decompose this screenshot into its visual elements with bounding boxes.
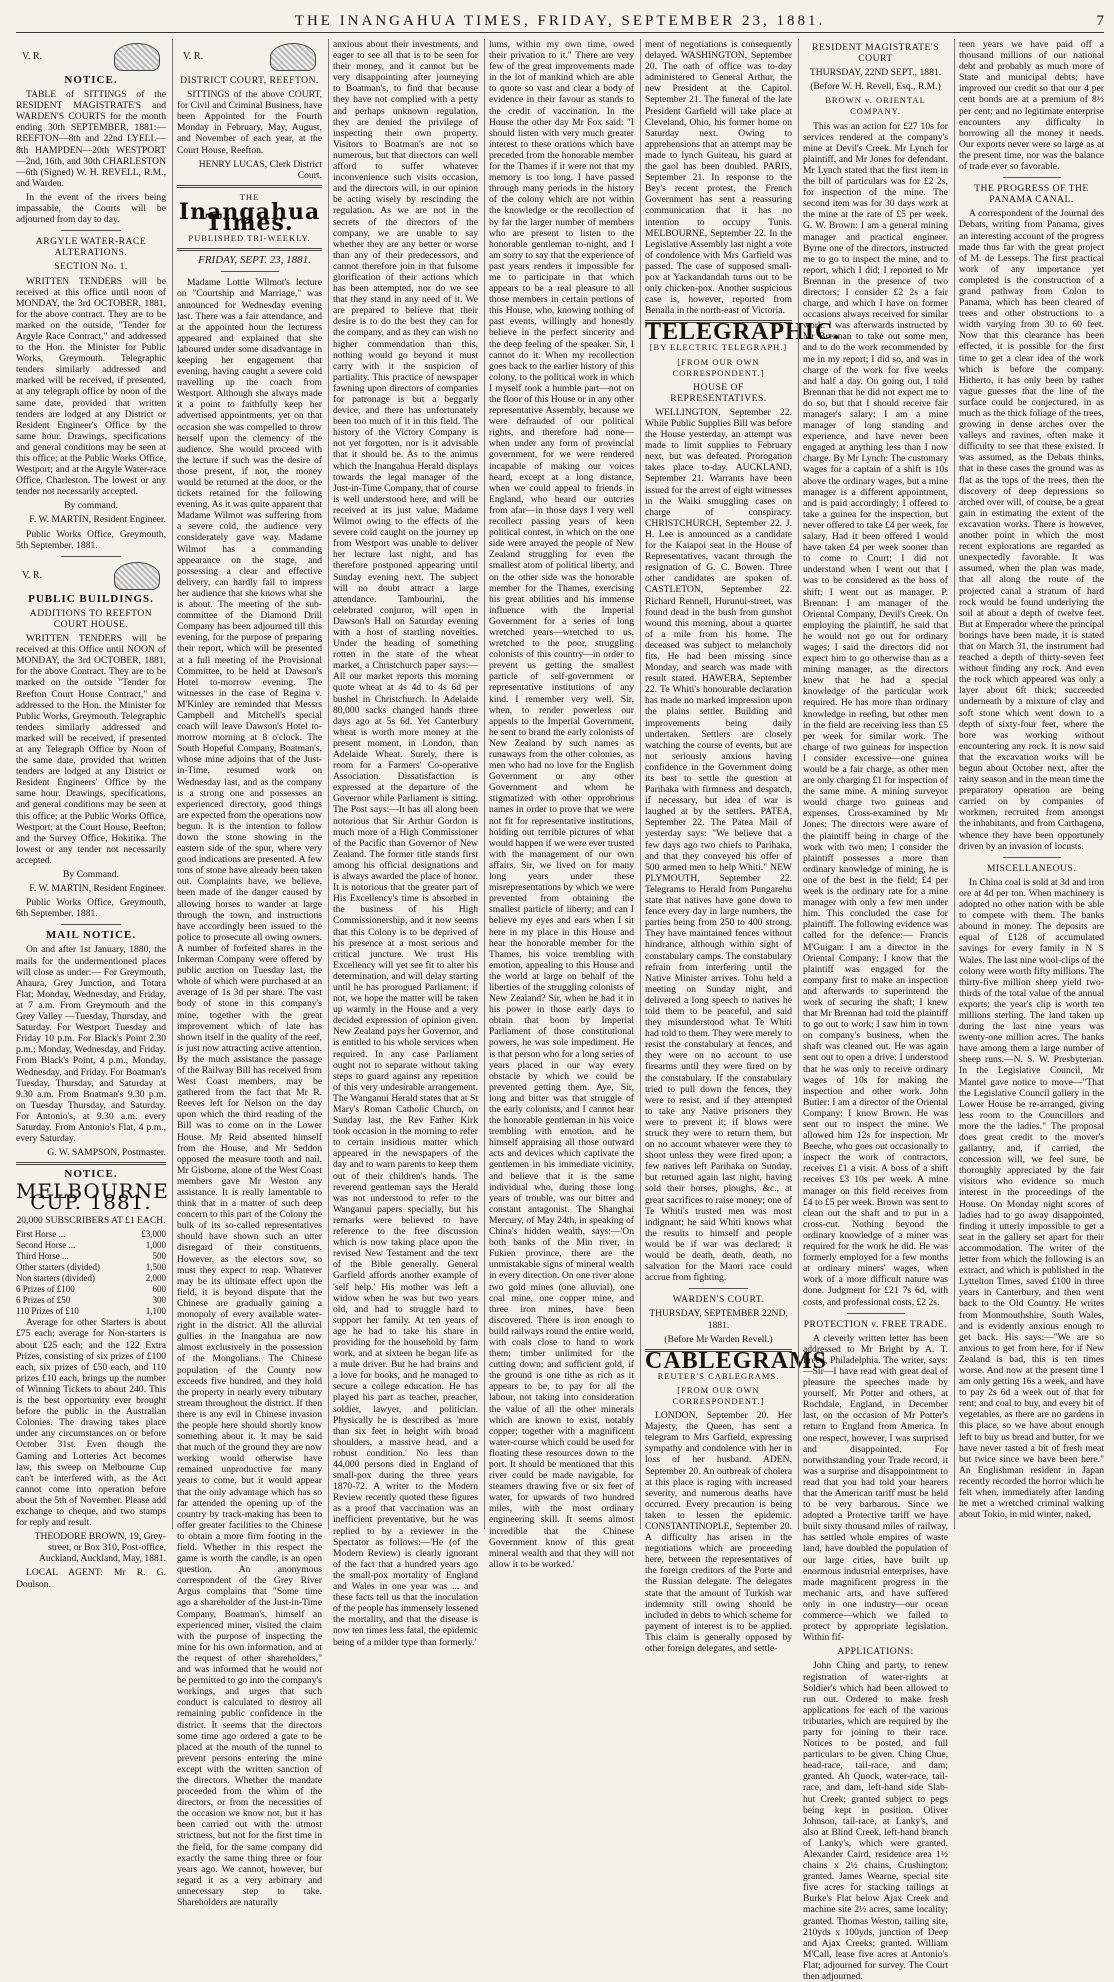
prize-label: Other starters (divided) bbox=[16, 1261, 100, 1272]
divider bbox=[221, 271, 279, 272]
vr-crest-block-2 bbox=[22, 562, 160, 590]
cablegrams-body: LONDON, September 20. Her Majesty, the Queen, has sent a telegram to Mrs Garfield, expressing sympathy and condolence with her in loss of her husband. ADEN, September 20. An outbreak of cholera at this place is raging with increased severity, and numerous deaths have occurred. Every precaution is being taken to lessen the epidemic. CONSTANTINOPLE, September 20. A difficulty has arisen in the negotiations which are proceeding here, between the representatives of the foreign creditors of the Porte and the Russian delegate. The delegates state that the amount of Turkish war indemnity still owing should be included in debts to which scheme for payment of interest is to be applied. This claim is generally opposed by other foreign delegates, and settle- bbox=[645, 1410, 792, 1655]
divider bbox=[177, 185, 322, 188]
sittings-notice: TABLE of SITTINGS of the RESIDENT MAGISTRATE'S and WARDEN'S COURTS for the month ending 30th SEPTEMBER, 1881:— REEFTON—8th and 22nd LYELL—8th HAMPDEN—20th WESTPORT—2nd, 16th, and 30th CHARLESTON—6th (Signed) W. H. REVELL, R.M., and Warden. bbox=[16, 89, 166, 189]
reuters-heading: REUTER'S CABLEGRAMS. bbox=[657, 1370, 780, 1381]
column-1 bbox=[16, 39, 169, 1590]
prize-value: 500 bbox=[152, 1250, 166, 1261]
divider bbox=[16, 1162, 166, 1165]
notice2-heading: NOTICE. bbox=[64, 1168, 118, 1181]
prize-value: 1,100 bbox=[145, 1306, 166, 1317]
divider bbox=[1003, 177, 1061, 178]
column-3 bbox=[328, 39, 478, 1648]
divider bbox=[689, 1288, 748, 1289]
prize-value: £3,000 bbox=[141, 1228, 166, 1239]
additions-command: By Command. bbox=[63, 869, 119, 880]
vr-crest-block bbox=[22, 43, 160, 71]
columns bbox=[16, 39, 1104, 1982]
cup-details: Average for other Starters is about £75 each; average for Non-starters is about £25 each; and the 122 Extra Prizes, consisting of six prizes of £100 each, six prizes of £50 each, and 110 prizes £10 each, brings up the number of Winning Tickets to about 240. This is the best opportunity ever brought before the public in the Australian Colonies. The drawing takes place under any circumstances on or before October 31st. Even though the Gaming and Lotteries Act becomes law, this sweep on Melbourne Cup can't be interfered with, as the Act cannot come into operation before about the 5th of November. Please add exchange to cheque, and two stamps for reply and result. bbox=[16, 1317, 166, 1529]
panama-heading: THE PROGRESS OF THE PANAMA CANAL. bbox=[974, 183, 1089, 206]
prize-row bbox=[16, 1251, 166, 1262]
page-number: 7 bbox=[1096, 13, 1104, 29]
applications-body: John Ching and party, to renew registration of water-rights at Soldier's which had been allowed to run out. Ordered to make fresh applications for each of the various tributaries, which are required by the party for joining to their race. Notices to be posted, and full particulars to be given. Ching Chue, head-race, tail-race, and dam; granted. Ah Quock, water-race, tail-race, and dam, left-hand side Slab-hut Creek; granted subject to pegs being kept in position. Oliver Johnson, tail-race, at Lanky's, and also at Blind Creek, left-hand branch of Lanky's, which were granted. Alexander Caird, residence area 1½ chains x 2½ chains, Crushington; granted. James Wearne, special site five acres for stacking tailings at Burke's Flat below Ajax Creek and machine site 2½ acres, same locality; granted. Thomas Weston, tailing site, 210yds x 100yds, junction of Deep and Ajax Creeks; granted. William M'Call, lease five acres at Antonio's Flat; adjourned for survey. The Court then adjourned. bbox=[803, 1660, 948, 1982]
rm-court-case: BROWN v. ORIENTAL COMPANY. bbox=[825, 95, 926, 117]
additions-heading: ADDITIONS TO REEFTON COURT HOUSE. bbox=[29, 607, 153, 630]
divider bbox=[1003, 857, 1061, 858]
column-6 bbox=[798, 39, 948, 1982]
house-heading: HOUSE OF REPRESENTATIVES. bbox=[670, 381, 767, 404]
argyle-heading: ARGYLE WATER-RACE ALTERATIONS. bbox=[35, 236, 147, 259]
mail-signature: G. W. SAMPSON, Postmaster. bbox=[47, 1147, 166, 1159]
cup-signature: THEODORE BROWN, 19, Grey-street, or Box 310, Post-office, Auckland, Auckland, May, 1881. bbox=[34, 1531, 166, 1565]
melbourne-cup-heading: MELBOURNE CUP. 1881. bbox=[16, 1179, 169, 1215]
argyle-signature: F. W. MARTIN, Resident Engineer. bbox=[29, 514, 166, 526]
miscellaneous-body: In China coal is sold at 3d and iron ore at 4d per ton. When machinery is adopted no other nation with be able to compete with them. The banks abound in money. The deposits are equal of £128 of accumulated savings for every family in N S Wales. The last nine wool-clips of the colony were worth fifty millions. The thirty-five million sheep yield two-thirds of the total value of the annual exports; the year's clip is worth ten millions sterling. The land taken up during the last nine years was twenty-one million acres. The banks have among them a large number of sheep runs.—N. S. W. Presbyterian. In the Legislative Council, Mr Mantel gave notice to move—"That the Legislative Council gallery in the Lower House be re-arranged, giving less room to the Councillors and more the the ladies." The proposal does great credit to the mover's gallantry, and, if carried, the concession will, we feel sure, be thoroughly appreciated by the fair visitors who evidence so much interest in the proceedings of the House. On Monday night scores of ladies had to go away disappointed, finding it utterly impossible to get a seat in the gallery set apart for their accommodation. The writer of the letter from which the following is an extract, and which is published in the Lyttelton Times, saved £100 in three years in Canterbury, and then went back to the Old Country. He writes from Monmouthshire, South Wales, and is evidently anxious enough to get back. His says:—"We are so anxious to get from here, for if New Zealand is bad, this is ten times worse. And now at the present time I am only getting 16s a week, and have to pay 2s 6d a week out of that for rent; and coal to buy, and every bit of vegetables, as there are no gardens in this place, so we have about enough left to buy us bread and butter, for we have never tasted a bit of fresh meat but twice since we have been here." An Englishman resident in Japan recently recorded the horror which he felt when, immediately after landing he met a wretched criminal walking about Tokio, in mid winter, naked, bbox=[959, 876, 1104, 1521]
vr-label: V. R. bbox=[22, 570, 43, 582]
prize-value: 2,000 bbox=[145, 1273, 166, 1283]
prize-value: 600 bbox=[152, 1284, 166, 1295]
prize-row bbox=[16, 1306, 166, 1317]
mail-notice-text: On and after 1st January, 1880, the mails for the undermentioned places will close as under:— For Greymouth, Ahaura, Grey Junction, and Totara Flat; Monday, Wednesday, and Friday, at 7 a.m. From Greymouth and the Grey Valley —Tuesday, Thursday, and Saturday. For Westport Tuesday and Friday 10 p.m. For Black's Point 2.30 p.m.; Monday, Wednesday, and Friday. From Black's Point, 4 p.m., Monday, Wednesday, and Friday. For Boatman's Tuesday, Thursday, and Saturday at 9.30 a.m. From Boatman's 9.30 p.m. on Tuesday Thursday, and Saturday. For Antonio's, at 9.30 a.m. every Saturday. From Antonio's Flat, 4 p.m., every Saturday. bbox=[16, 944, 166, 1145]
district-court-heading: DISTRICT COURT, REEFTON. bbox=[180, 75, 319, 86]
additions-signature: F. W. MARTIN, Resident Engineer. bbox=[29, 883, 166, 895]
cablegrams-heading: CABLEGRAMS bbox=[645, 1347, 828, 1374]
prize-label: 110 Prizes of £10 bbox=[16, 1306, 79, 1317]
prize-label: Third Horse ... bbox=[16, 1250, 69, 1261]
prize-label: Non starters (divided) bbox=[16, 1273, 95, 1283]
local-agent: LOCAL AGENT: Mr R. G. Doulson. bbox=[16, 1567, 166, 1590]
divider bbox=[847, 1313, 905, 1314]
divider bbox=[61, 556, 121, 557]
news-continued: lums, within my own time, owed their privation to it." There are very few of the great improvements made in the lot of mankind which are able to quote so vast and clear a body of evidence in their favour as stands to the credit of vaccination. In the House the other day Mr Fox said: "I should listen with very much greater interest to these orations which have preceded from the honorable member for the Thames if it were not that my memory is too long. I have passed through many periods in the history of the colony which are not within the knowledge or the recollection of by far the larger number of members who are present to listen to the honorable gentleman to-night, and I am sorry to say that the experience of past years renders it impossible for me to participate in that which appears to be a real pleasure to all those members in certain portions of this House, who, knowing nothing of past events, willingly and honestly believe in the perfect sincerity and the deep feeling of the speaker. Sir, I cannot do it. When my recollection goes back to the earlier history of this colony, to the political work in which I myself took a humble part—not on the floor of this House or in any other representative Assembly, because we were defrauded of our political rights, and therefore had none—when under any form of provincial government, for we were rendered incapable of making our voices heard, except at a long distance, when we could appeal to friends in England, who heard our outcries from afar—in those days I very well recollect passing years of keen political contest, in which on the one side were arrayed the people of New Zealand struggling for even the smallest atom of political liberty, and on the other side was the honorable member for the Thames, exercising his great abilities and his immense influence with the Imperial Government for a series of long wretched years—wretched to us, wretched to the poor, struggling colonists of this country—in order to prevent us getting the smallest particle of self-government or representative institutions of any kind. I remember very well, Sir, when, to render powerless our appeals to the Imperial Government, he sent to brand the early colonists of New Zealand by such names as runaways from the other colonies, as men who had no love for the English Government or any other Government and whom he stigmatized with other opprobrious names in order to prove that we were not fit for representative institutions, holding out terrible pictures of what would happen if we were ever trusted with the management of our own affairs. Sir, we lived on for many long years under these misrepresentations by which we were prevented from obtaining the smallest particle of liberty; and can I believe my eyes and ears when I sit here in my place in this House and hear the honorable member for the Thames, his voice trembling with emotion, appealing to this House and the world at large on behalf of the liberties of the struggling colonists of New Zealand? Sir, when he had it in his power in those early days to obtain that boon by Imperial Parliament of those constitutional powers, he was sole impediment. He is that person who for a long series of years placed in our way every obstacle by which we could be prevented getting them. Aye, Sir, long and bitter was that struggle of the early colonists, and I cannot hear the honorable gentleman in his voice trembling with emotion, and he himself appraising all those outward acts and devices which captivate the gentlemen in his immediate vicinity, and believe that it is the same individual who, during those long years of trouble, was our bitter and constant antagonist. The Shanghai Mercury, of May 24th, in speaking of China's hidden wealth, says:—'On both banks of the Min river, in Fukien province, there are the unmistakable signs of mineral wealth in every direction. On one river alone two gold mines (one alluvial), one coal mine, one copper mine, and three iron mines, have been discovered. There is iron enough to build railways round the entire world, with coals close to hand to work them; timber unlimited for the cutting down; and sufficient gold, if the ground is one tithe as rich as it appears to be, to pay for all the labour, not taking into consideration the value of all the other minerals which are known to exist, notably copper; together with a magnificent water-course which could be used for floating these resources down to the port. It should be mentioned that this river could be made navigable, for steamers drawing five or six feet of water, for upwards of two hundred miles, with the most ordinary engineering skill. It seems almost incredible that the Chinese Government know of this great mineral wealth and that they will not allow it to be worked.' bbox=[489, 39, 634, 1570]
rm-court-before: (Before W. H. Revell, Esq., R.M.) bbox=[810, 81, 941, 93]
prize-row bbox=[16, 1273, 166, 1284]
divider bbox=[177, 248, 322, 251]
prize-row bbox=[16, 1295, 166, 1306]
column-2 bbox=[172, 39, 322, 1908]
panama-body: A correspondent of the Journal des Debats, writing from Panama, gives an interesting account of the progress made thus far with the great project of M. de Lesseps. The first practical work of any importance yet completed is the construction of a grand pathway from Colon to Panama, which has been cleared of trees and other obstructions to a width varying from 30 to 60 feet. Now that this clearance has been effected, it is possible for the first time to get a clear idea of the work which is before the company. Hitherto, it has only been by rather vague guesses that the line of the surface could be conjectured, in as much as the thick foliage of the trees, growing in dense arches over the valleys and ravines, often make it difficulty to see that these existed. It was assumed, as the Debats thinks, that in these cases the ground was as flat as the tops of the trees, then the discovery of deep depressions so arched over will, of course, be a great gain in estimating the extent of the excavation works. There is however, another point in which the most recent explorations are regarded as unexpectedly favorable. It was assumed, when the plan was made, that all along the route of the projected canal a stratum of hard rock would be found underlying the soil at about a depth of twelve feet. But at Emperador where the principal borings have been made, it is stated that on March 31, the instrument had reached a depth of thirty-seven feet without finding any rock. And even the rock which appeared was only a layer about 6ft thick; succeeded underneath by a mixture of clay and soft stone which went down to a depth of sixty-four feet, where the bore was working without encountering any rock. It is now said that the excavation works will be begun about October next, after the rainy season and in the mean time the preparatory operation are being carried on by companies of workmen, recruited from amongst the inhabitants, and from Carthagena, whence they have been opportunely driven by an invasion of locusts. bbox=[959, 208, 1104, 852]
divider bbox=[61, 230, 121, 231]
published-line: PUBLISHED TRI-WEEKLY. bbox=[188, 233, 311, 244]
rm-court-body: This was an action for £27 10s for services rendered at the company's mine at Devil's Creek. Mr Lynch for plaintiff, and Mr Jones for defendant. Mr Lynch stated that the first item in the bill of particulars was for £2 2s, for inspection of the mine. The second item was for 30 days work at the mine at the rate of £5 per week. G. W. Brown: I am a general mining manager and practical engineer. Byrne one of the directors, instructed me to go to inspect the mine, and to report, which I did; I reported to Mr Brennan in the presence of two directors; I consider £2 2s a fair charge, and which I have on former occasions always received for similar work. I was afterwards instructed by Mr Brennan to take out some men, and to do the work recommended by me in my report; I did so, and was in charge of the work for five weeks and half a day. On going out, I told Brennan that he did not expect me to do so, but that I should receive fair manager's salary; I am a mine manager of long standing and experience, and have never been engaged at anything less than I now charge. By Mr Lynch: The customary wages for a captain of a shift is 10s above the ordinary wages, but a mine manager is a different appointment, and is paid accordingly; I offered to take a guinea for the inspection, but never offered to take £4 per week, for salary. Had it been offered I would have taken £4 per week sooner than to come to Court; I did not understand when I went out that I was to be considered as the boss of shift; I went out as manager. P. Brennan: I am manager of the Oriental Company, Devil's Creek. On employing the plaintiff, he said that he would not go out for ordinary wages; I said the directors did not expect him to go otherwise than as a mining manager, as the directors knew that he had a special knowledge of the particular work required. He has more than ordinary knowledge in reefing, but other men in the field are receiving less than £5 per week for similar work. The charge of two guineas for inspection I consider excessive—one guinea would be a fair charge, as other men are only charging £1 for inspection of the same mine. A mining surveyor would charge two guineas and expenses. Cross-examined by Mr Jones: The directors were aware of the plaintiff being in charge of the work with two men; I consider the plaintiff possesses a more than ordinary knowledge of mining, he is one of the best in the field; £4 per week is the ordinary rate for a mine manager with only a few men under him. This concluded the case for plaintiff. The following evidence was called for the defence:— Francis M'Guigan: I am a director in the Oriental Company; I know that the plaintiff was engaged for the company first to make an inspection and afterwards to superintend the work of securing the shaft; I knew that Mr Brennan had told the plaintiff to go out to work; I saw him in town on company's business, when the shaft was cleaned out. He was again sent out to open a drive; I understood that he was only to receive ordinary wages of 10s for making the inspection and other work. John Butler: I am a director of the Oriental Company; I know Brown. He was sent out to inspect the mine. We allowed him 12s for inspection. Mr Beeche, who goes out occasionally to inspect the work of contractors, receives £1 a visit. A boss of a shift receives £3 10s per week. A mine manager on this field receives from £4 to £5 per week. Brown was sent to clean out the shaft and to put in a cross-cut. Nothing beyond the ordinary knowledge of a miner was required for the work he did. He was formerly employed for a few months at ordinary miners' wages, when work of a more difficult nature was done. Judgment for £21 7s 6d, with costs, and professional costs, £2 2s. bbox=[803, 120, 948, 1308]
wardens-court-date: THURSDAY, SEPTEMBER 22ND, 1881. bbox=[649, 1308, 788, 1331]
applications-heading: APPLICATIONS: bbox=[837, 1646, 914, 1658]
telegraphic-sub: [BY ELECTRIC TELEGRAPH.] bbox=[649, 342, 788, 353]
paper-nameplate: Inangahua Times. bbox=[178, 198, 321, 237]
royal-crest-icon bbox=[114, 43, 160, 71]
vr-label: V. R. bbox=[22, 51, 43, 63]
district-court-signature: HENRY LUCAS, Clerk District Court. bbox=[198, 158, 322, 181]
prize-row bbox=[16, 1284, 166, 1295]
prize-label: First Horse ... bbox=[16, 1228, 66, 1239]
rm-court-date: THURSDAY, 22ND SEPT., 1881. bbox=[809, 67, 942, 79]
miscellaneous-heading: MISCELLANEOUS. bbox=[986, 862, 1077, 874]
argyle-tender-text: WRITTEN TENDERS will be received at this office until noon of MONDAY, the 3rd OCTOBER, 1881, for the above contract. They are to be marked on the outside, "Tender for Argyle Race Contract," and addressed to the Hon. the Minister for Public Works, Greymouth. Telegraphic tenders similarly addressed and marked will be received, if presented, at any telegraph office by noon of the same date, provided that written tenders are lodged at any District or Resident Engineer's Office by the same hour. Drawings, specifications and general conditions may be seen at this office; at the Public Works Office, Westport; and at the Argyle Water-race Office, Charleston. The lowest or any tender not necessarily accepted. bbox=[16, 275, 166, 498]
notice-heading: NOTICE. bbox=[64, 74, 118, 86]
public-buildings-heading: PUBLIC BUILDINGS. bbox=[28, 592, 154, 605]
vr-label: V. R. bbox=[183, 51, 204, 63]
editorial-local-news: Madame Lottie Wilmot's lecture on "Courtship and Marriage," was announced for Wednesday evening last. There was a fair attendance, and at the appointed hour the lecturess appeared and explained that she laboured under some disadvantage in keeping her engagement that evening, having caught a severe cold travelling up the coach from Westport. Although she always made it a point to faithfully keep her advertised appointments, yet on that occasion she was compelled to throw herself upon the clemency of the audience. She would proceed with the lecture if such was the desire of those present, if not, the money would be returned at the door, or the tickets retained for the following evening. As it was quite apparent that Madame Wilmot was suffering from a severe cold, the audience very considerately gave way. Madame Wilmot has a commanding appearance on the stage, and possessing a clear and effective delivery, can hardly fail to impress her audience that she knows what she is about. The meeting of the sub-committee of the Diamond Drill Company has been adjourned till this evening, for the purpose of preparing their report, which will be presented at a full meeting of the Provisional Committee, to be held at Dawson's Hotel to-morrow evening. The witnesses in the case of Regina v. M'Kinley are reminded that Messrs Campbell and Mitchell's special coach will leave Dawson's Hotel to-morrow morning at 8 o'clock. The South Hopeful Company, Boatman's, whose mine adjoins that of the Just-in-Time, resumed work on Wednesday last, and as the company is a strong one and possesses an experienced directory, good things are expected from the operations now begun. It is the intention to follow down the stone showing in the eastern side of the spur, where very good indications are presented. A few tons of stone have already been taken out. Complaints have, we believe, been made of the danger caused by allowing horses to wander at large through the town, and instructions have accordingly been issued to the police to prosecute all owing owners. A number of forfeited shares in the Inkerman Company were offered by public auction on Tuesday last, the whole of which were purchased at an average of 1s 3d per share. The vast body of stone in this company's mine, together with the great improvement which of late has shown itself in the quality of the reef, is just now attracting active attention. By the much assistance the passage of the Railway Bill has received from West Coast members, may be gathered from the fact that Mr R. Reeves left for Nelson on the day upon which the third reading of the Bill was to come on in the Lower House. Mr Reid absented himself from the House, and Mr Seddon opposed the measure tooth and nail. Mr Gisborne, alone of the West Coast members gave Mr Weston any assistance. It is really lamentable to think that in a matter of such deep concern to this part of the Colony the bulk of its so-called representatives should have shown such an utter disregard of their constituents. However, as the electors sow, so must they expect to reap. Whatever may be its ultimate effect upon the field, it is beyond dispute that the Chinese are gradually gaining a monopoly of every available water-right in the district. All the alluvial gullies in the Inangahua are now almost exclusively in the possession of the Mongolians. The Chinese population of the County now exceeds five hundred, and they hold the property in nearly every tributary stream throughout the district. If then there is any evil in Chinese invasion the people here should shortly know something about it. It may be said that much of the ground they are now working would otherwise have remained unproductive for many years to come, but it would appear that the only advantage which has so far attended the opening up of the country by track-making has been to offer greater facilities to the Chinese to obtain a more firm footing in the field. Whether in this respect the game is worth the candle, is an open question. An anonymous correspondent of the Grey River Argus complains that "Some time ago a shareholder of the Just-in-Time Company, Boatman's, himself an experienced miner, visited the claim with the purpose of inspecting the mine for his own information, and at the request of other shareholders," and was informed that he would not be permitted to go into the company's workings, and urges that such conduct is calculated to destroy all remaining public confidence in the district. It seems that the directors some time ago ordered a gate to be placed at the mouth of the tunnel to prevent persons entering the mine except with the written sanction of the directors. Whether the mandate proceeded from the whim of the directors, or from the necessities of the occasion we know not, but it has been carried out with the utmost strictness, but not for the first time in the field, for the same company did exactly the same thing three or four years ago. We cannot, however, but regard it as a very arbitrary and unnecessary step to take. Shareholders are naturally bbox=[177, 277, 322, 1908]
sittings-note: In the event of the rivers being impassable, the Courts will be adjourned from day to day. bbox=[16, 191, 166, 226]
header-title: THE INANGAHUA TIMES, FRIDAY, SEPTEMBER 23, 1881. bbox=[294, 13, 826, 29]
prize-label: 6 Prizes of £50 bbox=[16, 1295, 71, 1306]
telegraphic-source: [FROM OUR OWN CORRESPONDENT.] bbox=[672, 356, 765, 378]
column-5 bbox=[640, 39, 841, 1655]
argyle-office: Public Works Office, Greymouth, 5th September, 1881. bbox=[16, 528, 166, 551]
telegrams-top: ment of negotiations is consequently delayed. WASHINGTON, September 20. The oath of office was to-day administered to General Arthur, the new President at the Capitol. September 21. The funeral of the late President Garfield will take place at Cleveland, Ohio, his former home on Saturday next. Owing to apprehensions that an attempt may be made to lynch Guiteau, his guard at the gaol has been doubled. PARIS, September 21. In response to the Bey's recent protest, the French Government has sent a reassuring communication that it has no intention to occupy Tunis. MELBOURNE, September 22. In the Legislative Assembly last night a vote of condolence with Mrs Garfield was passed. The case of supposed small-pox at Yackandandah turns out to be only chicken-pox. Another suspicious case is, however, reported from Benalla in the north-east of Victoria. bbox=[645, 39, 792, 317]
local-news-continued: anxious about their investments, and eager to see all that is to be seen for their money, and it cannot but be very disappointing after journeying to Boatman's, to find that because they have not complied with a petty and perhaps unknown regulation, they are denied the privilege of inspecting their own property. Visitors to Boatman's are not so numerous, but that directors can well afford to suffer whatever inconvenience such visits occasion, and the directors will, in our opinion be acting wisely by rescinding the regulation. As we are not in the secrets of the directors of the company, we are unable to say whether they are any better or worse than any of their predecessors, and cannot therefore join in that fulsome glorification of their actions which has been attempted, nor do we see that they stand in any need of it. We are prepared to believe that their desire is to do the best they can for the company, and as they can wish no higher commendation than this, nothing would go beyond it must carry with it the suspicion of partiality. This practice of newspaper fawning upon directors of companies for patronage is but a beggarly device, and there has unfortunately been too much of it in this field. The history of the Victory Company is not yet forgotten, nor is it advisable that it should be. As to the animus which the Inangahua Herald displays towards the legal manager of the Just-in-Time Company, that of course is well understood here, and will be received at its just value. Madame Wilmot owing to the effects of the severe cold caught on the journey up from Westport was unable to deliver her lecture last night, and has therefore postponed appearing until Sunday evening next. The subject will no doubt attract a large attendance. Tambourini, the celebrated conjuror, will open in Dawson's Hall on Saturday evening with a host of startling novelties. Under the heading of something rotten in the state of the wheat market, a Christchurch paper says:—All our market reports this morning quote wheat at 4s 4d to 4s 6d per bushel in Christchurch. In Adelaide 80,000 sacks changed hands three days ago at 5s 6d. Yet Canterbury wheat is worth more money at the present moment, in London, than Adelaide Wheat. Surely, there is room for a Farmers' Co-operative Association. Dissatisfaction is expressed at the departure of the Governor while Parliament is sitting. The Post says:—It has all along been notorious that Sir Arthur Gordon is much more of a High Commissioner of the Pacific than Governor of New Zealand. The former title stands first among his official designations and is always awarded the place of honor. It is notorious that the greater part of His Excellency's time is absorbed in the business of his High Commissionership, and it now seems that this Colony is to be deprived of his presence at a most serious and critical juncture. We trust His Excellency will yet see fit to alter his determination, and will delay starting until he has prorogued Parliament; if not, we hope the matter will be taken up warmly in the House and a very decided expression of opinion given. New Zealand pays her Governor, and is entitled to his whole services when required. In any case Parliament ought not to separate without taking steps to guard against any repetition of this very undesirable arrangement. The Wanganui Herald states that at St Mary's Roman Catholic Church, on Sunday last, the Rev Father Kirk took occasion in the morning to refer to certain insidious matter which appeared in the newspapers of the day and to warn parents to keep them out of their children's hands. The reverend gentleman says the Herald was not understood to refer to the Wanganui papers specially, but his remarks were believed to have reference to the free discussion which is now taking place upon the revised New Testament and the text of the Bible generally. General Garfield affords another example of 'self help.' His mother was left a widow when he was but two years old, and had to struggle hard to support her family. At ten years of age he had to take his share in providing for the household by farm work, and at sixteen he began life as a mule driver. But he had brains and a love for books, and he managed to secure a college education. He has played his part as teacher, preacher, soldier, lawyer, and politician. Physically he is described as 'more than six feet in height with broad shoulders, a massive head, and a robust condition.' No less than 44,000 persons died in England of small-pox during the three years 1870-72. A writer to the Modern Review recently quoted these figures as a proof that vaccination was an inefficient preventative, but he was replied to by a reviewer in the Spectator as follows:—'He (of the Modern Review) is clearly ignorant of the fact that a hundred years ago the small-pox mortality of England and Wales in one year was ... and these facts tell us that the inoculation of the people has immensely lessened the mortality, and that the disease is now ten times less fatal, the epidemic being of a milder type than formerly.' bbox=[333, 39, 478, 1648]
cablegrams-source: [FROM OUR OWN CORRESPONDENT.] bbox=[672, 1384, 765, 1406]
telegraphic-heading: TELEGRAPHIC. bbox=[645, 319, 841, 346]
vr-crest-block bbox=[183, 43, 316, 71]
telegrams-body: WELLINGTON, September 22. While Public Supplies Bill was before the House yesterday, an attempt was made to limit supplies to February next, but was defeated. Prorogation takes place to-day. AUCKLAND, September 21. Warrants have been issued for the arrest of eight witnesses in the Waiki smuggling cases on charge of conspiracy. CHRISTCHURCH, September 22. J. H. Lee is announced as a candidate for the Kaiapoi seat in the House of Representatives, vacant through the resignation of G. C. Bowen. Three other candidates are spoken of. CASTLETON, September 22. Richard Rennell, Hurunui-street, was found dead in the bush from gunshot wound this morning, about a quarter of a mile from his home. The deceased was subject to melancholy fits. He had been missing since Monday, and search was made with result stated. HAWERA, September 22. Te Whiti's honourable declaration has made no marked impression upon the plains settler. Building and improvements being daily undertaken. Settlers are closely watching the course of events, but are not seriously anxious having confidence in the Government doing its best to settle the question at Parihaka with firmness and despatch, if necessary, but idea of war is laughed at by the settlers. PATEA, September 22. The Patea Mail of yesterday says: "We believe that a few days ago two chiefs to Parihaka, and that they conveyed his offer of 500 armed men to help Whiti." NEW PLYMOUTH, September 22. Telegrams to Herald from Pungarehu state that natives have gone down to fence every day in large numbers, the parties being from 250 to 400 strong. They have maintained fences without hindrance, although within sight of constabulary camps. The constabulary refrain from interfering until the Native Minister arrives. Tohu held a meeting on Sunday night, and delivered a long speech to natives he told them to be peaceful, and said they misunderstood what Te Whiti had told to them. They were merely to resist the constabulary at fences, and they were on no account to use firearms until they were fired on by the constabulary. If the constabulary tried to pull down the fences, they were to resist, and if they attempted to take any Native prisoners they were to prevent it; if blows were struck they were to return them, but on no account whatever were they to shoot unless they were fired upon; a few natives left Parihaka on Sunday, but returned again last night, having sold their horses, ploughs, &c., at great sacrifices to raise money; one of Te Whiti's trusted men was most indignant; he said Whiti knows what the results to himself and people would be if war was declared; it would be death, death, death, no salvation for the Maori race could accrue from fighting. bbox=[645, 406, 792, 1284]
prize-value: 1,500 bbox=[145, 1261, 166, 1272]
prize-value: 1,000 bbox=[145, 1239, 166, 1250]
argyle-section: SECTION No. 1. bbox=[54, 261, 128, 273]
prize-label: Second Horse ... bbox=[16, 1239, 76, 1250]
wardens-court-before: (Before Mr Warden Revell.) bbox=[664, 1333, 773, 1345]
protection-continued: teen years we have paid off a thousand millions of our national debt and probably as much more of State and municipal debts; have improved our credit so that our 4 per cent bonds are at a premium of 8½ per cent; and no legitimate enterprise encounters any difficulty in borrowing all the money it needs. Our exports never were so large as at the present time, nor was the balance of trade ever so favorable. bbox=[959, 39, 1104, 173]
rm-court-heading: RESIDENT MAGISTRATE'S COURT bbox=[812, 42, 939, 65]
cup-subscribers: 20,000 SUBSCRIBERS AT £1 EACH. bbox=[16, 1214, 166, 1226]
prize-table bbox=[16, 1229, 166, 1318]
argyle-command: By command. bbox=[64, 500, 118, 512]
additions-tender-text: WRITTEN TENDERS will be received at this Office until NOON of MONDAY, the 3rd OCTOBER, 1881, for the above Contract. They are to be marked on the outside "Tender for Reefton Court House Contract," and addressed to the Hon. the Minister for Public Works, Greymouth. Telegraphic tenders similarly addressed and marked will be received, if presented at any Telegraph Office by Noon of the same date, provided that written tenders are lodged at any District or Resident Engineers' Office by the same hour. Drawings, specifications, and general conditions may be seen at this office; at the Public Works Office, Westport; at the Court House, Reefton; and the Survey Office, Hokitika. The lowest or any tender not necessarily accepted. bbox=[16, 633, 166, 866]
additions-office: Public Works Office, Greymouth, 6th September, 1881. bbox=[16, 897, 166, 920]
divider bbox=[61, 924, 121, 925]
prize-label: 6 Prizes of £100 bbox=[16, 1284, 75, 1295]
protection-heading: PROTECTION v. FREE TRADE. bbox=[803, 1318, 948, 1330]
prize-value: 300 bbox=[152, 1295, 166, 1306]
wardens-court-heading: WARDEN'S COURT. bbox=[672, 1294, 765, 1306]
district-court-text: SITTINGS of the above COURT, for Civil and Criminal Business, have been Appointed for the Fourth Monday in February, May, August, and November of each year, at the Court House, Reefton. bbox=[177, 89, 322, 156]
prize-row bbox=[16, 1262, 166, 1273]
protection-body: A cleverly written letter has been addressed to Mr Bright by A. T. Freed, Philadelphia. The writer, says:—Sir—I have read with great deal of pleasure the speeches made by yourself, Mr Potter and others, at Rochdale, England, in December last, on the occasion of Mr Potter's return to England from America. In one respect, however, I was surprised and disappointed. For notwithstanding your Trade record, it was a surprise and disappointment to read that you had told your hearers that the American tariff must be held to be very barbarous. Since we adopted a Protective tariff we have built sixty thousand miles of railway, has settled whole empires of waste land, have doubled the population of our large cities, have built up enormous industrial enterprises, have made magnificent progress in the mechanic arts, and have suffered only in one industry—our ocean commerce—which we failed to protect by appropriate legislation. Within fif- bbox=[803, 1332, 948, 1644]
prize-row bbox=[16, 1240, 166, 1251]
column-4 bbox=[484, 39, 634, 1570]
mail-notice-heading: MAIL NOTICE. bbox=[45, 929, 137, 942]
royal-crest-icon bbox=[114, 562, 160, 590]
running-header bbox=[16, 10, 1104, 33]
column-7 bbox=[954, 39, 1104, 1529]
dateline: FRIDAY, SEPT. 23, 1881. bbox=[198, 254, 311, 267]
masthead-the: THE bbox=[239, 191, 260, 202]
prize-row bbox=[16, 1229, 166, 1240]
royal-crest-icon bbox=[270, 43, 316, 71]
